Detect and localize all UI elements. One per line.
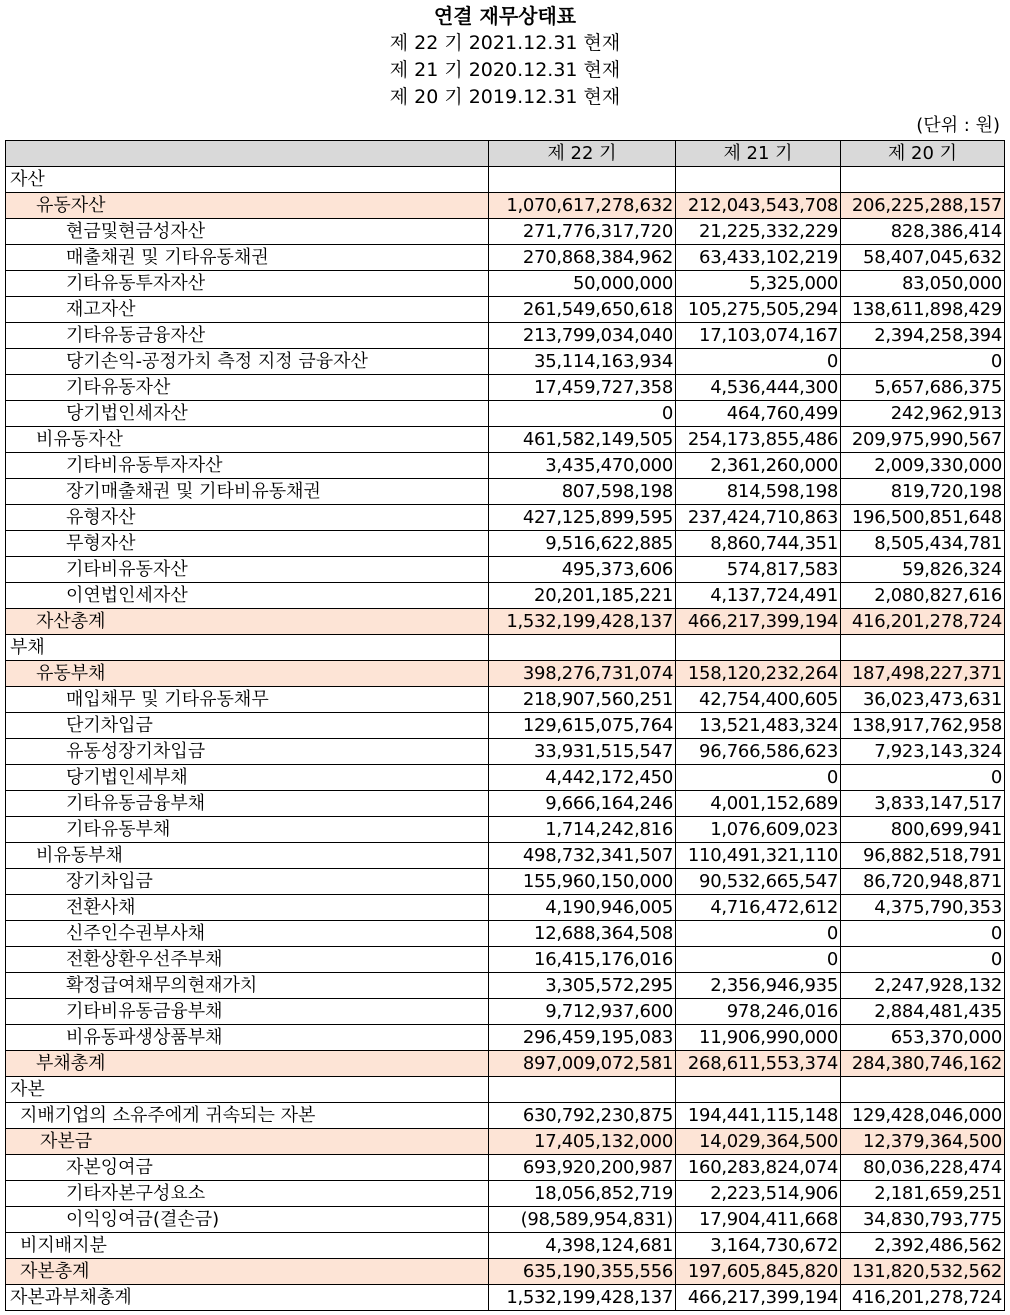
- row-label: 현금및현금성자산: [6, 219, 489, 245]
- row-value-22: 1,714,242,816: [489, 817, 676, 843]
- row-value-20: 138,611,898,429: [841, 297, 1005, 323]
- row-value-22: 213,799,034,040: [489, 323, 676, 349]
- row-value-21: 1,076,609,023: [676, 817, 841, 843]
- table-row: [6, 375, 1005, 401]
- row-value-20: 196,500,851,648: [841, 505, 1005, 531]
- row-value-21: 5,325,000: [676, 271, 841, 297]
- table-row: [6, 219, 1005, 245]
- row-value-22: 4,442,172,450: [489, 765, 676, 791]
- row-value-22: 33,931,515,547: [489, 739, 676, 765]
- row-label: 매출채권 및 기타유동채권: [6, 245, 489, 271]
- row-value-22: 9,666,164,246: [489, 791, 676, 817]
- unit-label: (단위 : 원): [916, 115, 1000, 136]
- row-value-21: 4,716,472,612: [676, 895, 841, 921]
- row-value-21: 14,029,364,500: [676, 1129, 841, 1155]
- period-line-21: 제 21 기 2020.12.31 현재: [389, 59, 621, 81]
- row-label: 기타유동투자자산: [6, 271, 489, 297]
- row-value-21: 978,246,016: [676, 999, 841, 1025]
- row-value-20: 2,392,486,562: [841, 1233, 1005, 1259]
- table-row: [6, 1285, 1005, 1311]
- row-value-22: 296,459,195,083: [489, 1025, 676, 1051]
- table-row: [6, 999, 1005, 1025]
- row-value-21: 237,424,710,863: [676, 505, 841, 531]
- row-label: 기타자본구성요소: [6, 1181, 489, 1207]
- table-row: [6, 583, 1005, 609]
- row-value-21: 2,361,260,000: [676, 453, 841, 479]
- row-value-20: 242,962,913: [841, 401, 1005, 427]
- period-line-22: 제 22 기 2021.12.31 현재: [389, 32, 621, 54]
- row-value-21: 17,103,074,167: [676, 323, 841, 349]
- row-value-20: 5,657,686,375: [841, 375, 1005, 401]
- row-value-21: 105,275,505,294: [676, 297, 841, 323]
- row-value-22: 271,776,317,720: [489, 219, 676, 245]
- row-label: 자본총계: [6, 1259, 489, 1285]
- row-label: 유동부채: [6, 661, 489, 687]
- row-value-22: 1,532,199,428,137: [489, 609, 676, 635]
- row-value-21: 574,817,583: [676, 557, 841, 583]
- row-label: 유동자산: [6, 193, 489, 219]
- row-value-21: 0: [676, 349, 841, 375]
- row-label: 기타유동금융부채: [6, 791, 489, 817]
- table-row: [6, 401, 1005, 427]
- row-value-20: 0: [841, 921, 1005, 947]
- row-label: 부채: [6, 635, 489, 661]
- row-value-20: 80,036,228,474: [841, 1155, 1005, 1181]
- row-value-22: 807,598,198: [489, 479, 676, 505]
- row-value-22: 4,190,946,005: [489, 895, 676, 921]
- row-value-21: 464,760,499: [676, 401, 841, 427]
- row-value-20: [841, 1077, 1005, 1103]
- row-value-21: 90,532,665,547: [676, 869, 841, 895]
- row-value-22: 9,712,937,600: [489, 999, 676, 1025]
- row-value-22: 18,056,852,719: [489, 1181, 676, 1207]
- row-label: 기타비유동금융부채: [6, 999, 489, 1025]
- row-value-22: 270,868,384,962: [489, 245, 676, 271]
- row-value-22: 635,190,355,556: [489, 1259, 676, 1285]
- table-row: [6, 895, 1005, 921]
- row-value-22: 17,459,727,358: [489, 375, 676, 401]
- table-row: [6, 323, 1005, 349]
- row-value-20: 284,380,746,162: [841, 1051, 1005, 1077]
- row-value-20: [841, 167, 1005, 193]
- row-value-21: [676, 635, 841, 661]
- table-row: [6, 921, 1005, 947]
- row-value-22: (98,589,954,831): [489, 1207, 676, 1233]
- row-value-22: 9,516,622,885: [489, 531, 676, 557]
- row-value-21: 466,217,399,194: [676, 609, 841, 635]
- row-value-22: 461,582,149,505: [489, 427, 676, 453]
- row-value-22: 1,070,617,278,632: [489, 193, 676, 219]
- row-value-20: [841, 635, 1005, 661]
- row-value-20: 12,379,364,500: [841, 1129, 1005, 1155]
- row-value-21: 110,491,321,110: [676, 843, 841, 869]
- table-row: [6, 557, 1005, 583]
- row-value-20: 86,720,948,871: [841, 869, 1005, 895]
- row-value-20: 4,375,790,353: [841, 895, 1005, 921]
- row-label: 자본: [6, 1077, 489, 1103]
- row-value-21: 2,356,946,935: [676, 973, 841, 999]
- row-value-21: 17,904,411,668: [676, 1207, 841, 1233]
- table-row: [6, 843, 1005, 869]
- row-label: 비유동부채: [6, 843, 489, 869]
- row-value-21: 13,521,483,324: [676, 713, 841, 739]
- table-row: [6, 1233, 1005, 1259]
- row-value-20: 8,505,434,781: [841, 531, 1005, 557]
- row-value-20: 2,394,258,394: [841, 323, 1005, 349]
- row-label: 기타유동부채: [6, 817, 489, 843]
- row-value-22: 35,114,163,934: [489, 349, 676, 375]
- row-value-21: 8,860,744,351: [676, 531, 841, 557]
- row-value-22: 17,405,132,000: [489, 1129, 676, 1155]
- row-value-21: 0: [676, 765, 841, 791]
- row-value-22: 0: [489, 401, 676, 427]
- row-label: 장기차입금: [6, 869, 489, 895]
- row-value-22: 495,373,606: [489, 557, 676, 583]
- table-row: [6, 479, 1005, 505]
- row-value-22: [489, 635, 676, 661]
- row-value-20: 96,882,518,791: [841, 843, 1005, 869]
- row-value-20: 58,407,045,632: [841, 245, 1005, 271]
- table-row: [6, 531, 1005, 557]
- row-value-20: 2,009,330,000: [841, 453, 1005, 479]
- table-row: [6, 193, 1005, 219]
- row-value-22: 3,435,470,000: [489, 453, 676, 479]
- report-title: 연결 재무상태표: [433, 4, 577, 28]
- row-value-22: [489, 1077, 676, 1103]
- table-row: [6, 1129, 1005, 1155]
- row-label: 장기매출채권 및 기타비유동채권: [6, 479, 489, 505]
- row-value-21: 268,611,553,374: [676, 1051, 841, 1077]
- row-value-20: 653,370,000: [841, 1025, 1005, 1051]
- row-value-20: 34,830,793,775: [841, 1207, 1005, 1233]
- row-value-21: 158,120,232,264: [676, 661, 841, 687]
- table-row: [6, 349, 1005, 375]
- row-value-20: 416,201,278,724: [841, 1285, 1005, 1311]
- row-label: 유동성장기차입금: [6, 739, 489, 765]
- table-row: [6, 1207, 1005, 1233]
- table-row: [6, 869, 1005, 895]
- row-value-20: 59,826,324: [841, 557, 1005, 583]
- row-value-20: 828,386,414: [841, 219, 1005, 245]
- table-row: [6, 1259, 1005, 1285]
- row-value-21: 3,164,730,672: [676, 1233, 841, 1259]
- row-value-21: 42,754,400,605: [676, 687, 841, 713]
- row-value-22: 3,305,572,295: [489, 973, 676, 999]
- row-value-20: 187,498,227,371: [841, 661, 1005, 687]
- row-value-21: 814,598,198: [676, 479, 841, 505]
- row-value-21: 197,605,845,820: [676, 1259, 841, 1285]
- row-label: 단기차입금: [6, 713, 489, 739]
- row-label: 당기법인세부채: [6, 765, 489, 791]
- row-value-20: 2,080,827,616: [841, 583, 1005, 609]
- row-value-22: 498,732,341,507: [489, 843, 676, 869]
- row-label: 이익잉여금(결손금): [6, 1207, 489, 1233]
- row-value-21: 63,433,102,219: [676, 245, 841, 271]
- row-label: 매입채무 및 기타유동채무: [6, 687, 489, 713]
- table-row: [6, 687, 1005, 713]
- row-value-20: 819,720,198: [841, 479, 1005, 505]
- row-label: 비유동자산: [6, 427, 489, 453]
- row-value-22: 155,960,150,000: [489, 869, 676, 895]
- balance-sheet-table: [5, 140, 1005, 1311]
- row-value-20: 129,428,046,000: [841, 1103, 1005, 1129]
- table-header-row: [6, 141, 1005, 167]
- row-value-22: 218,907,560,251: [489, 687, 676, 713]
- table-row: [6, 297, 1005, 323]
- row-value-20: 7,923,143,324: [841, 739, 1005, 765]
- row-value-20: 2,884,481,435: [841, 999, 1005, 1025]
- row-value-21: 254,173,855,486: [676, 427, 841, 453]
- table-row: [6, 739, 1005, 765]
- row-value-20: 2,247,928,132: [841, 973, 1005, 999]
- table-row: [6, 167, 1005, 193]
- row-label: 기타유동금융자산: [6, 323, 489, 349]
- row-value-21: 160,283,824,074: [676, 1155, 841, 1181]
- row-value-22: 20,201,185,221: [489, 583, 676, 609]
- row-value-21: 11,906,990,000: [676, 1025, 841, 1051]
- row-value-22: 427,125,899,595: [489, 505, 676, 531]
- row-label: 지배기업의 소유주에게 귀속되는 자본: [6, 1103, 489, 1129]
- row-value-21: [676, 167, 841, 193]
- row-value-22: 398,276,731,074: [489, 661, 676, 687]
- table-row: [6, 973, 1005, 999]
- row-value-22: 16,415,176,016: [489, 947, 676, 973]
- row-value-22: 897,009,072,581: [489, 1051, 676, 1077]
- row-value-21: 2,223,514,906: [676, 1181, 841, 1207]
- row-value-20: 3,833,147,517: [841, 791, 1005, 817]
- table-row: [6, 765, 1005, 791]
- row-value-20: 83,050,000: [841, 271, 1005, 297]
- table-row: [6, 505, 1005, 531]
- row-value-22: 261,549,650,618: [489, 297, 676, 323]
- row-value-20: 209,975,990,567: [841, 427, 1005, 453]
- table-row: [6, 1181, 1005, 1207]
- row-label: 유형자산: [6, 505, 489, 531]
- table-row: [6, 427, 1005, 453]
- row-label: 기타비유동투자자산: [6, 453, 489, 479]
- row-label: 무형자산: [6, 531, 489, 557]
- row-label: 재고자산: [6, 297, 489, 323]
- row-value-21: 0: [676, 947, 841, 973]
- row-label: 전환상환우선주부채: [6, 947, 489, 973]
- row-value-21: 0: [676, 921, 841, 947]
- row-label: 신주인수권부사채: [6, 921, 489, 947]
- table-row: [6, 1077, 1005, 1103]
- row-value-20: 2,181,659,251: [841, 1181, 1005, 1207]
- row-value-22: [489, 167, 676, 193]
- row-value-22: 1,532,199,428,137: [489, 1285, 676, 1311]
- row-label: 부채총계: [6, 1051, 489, 1077]
- table-row: [6, 1155, 1005, 1181]
- row-label: 당기손익-공정가치 측정 지정 금융자산: [6, 349, 489, 375]
- row-label: 자본금: [6, 1129, 489, 1155]
- row-label: 전환사채: [6, 895, 489, 921]
- row-label: 기타유동자산: [6, 375, 489, 401]
- row-value-21: 21,225,332,229: [676, 219, 841, 245]
- header-cell-20: 제 20 기: [841, 141, 1005, 167]
- row-value-22: 630,792,230,875: [489, 1103, 676, 1129]
- table-row: [6, 1103, 1005, 1129]
- row-value-20: 0: [841, 349, 1005, 375]
- row-label: 당기법인세자산: [6, 401, 489, 427]
- row-value-22: 693,920,200,987: [489, 1155, 676, 1181]
- row-value-21: [676, 1077, 841, 1103]
- row-label: 자본과부채총계: [6, 1285, 489, 1311]
- row-value-21: 194,441,115,148: [676, 1103, 841, 1129]
- row-value-21: 212,043,543,708: [676, 193, 841, 219]
- table-row: [6, 609, 1005, 635]
- row-value-22: 50,000,000: [489, 271, 676, 297]
- row-value-21: 4,536,444,300: [676, 375, 841, 401]
- row-label: 비지배지분: [6, 1233, 489, 1259]
- header-cell-label: [6, 141, 489, 167]
- row-value-21: 96,766,586,623: [676, 739, 841, 765]
- row-label: 자본잉여금: [6, 1155, 489, 1181]
- table-row: [6, 817, 1005, 843]
- table-row: [6, 1051, 1005, 1077]
- row-value-21: 4,001,152,689: [676, 791, 841, 817]
- row-label: 자산: [6, 167, 489, 193]
- row-label: 기타비유동자산: [6, 557, 489, 583]
- row-label: 확정급여채무의현재가치: [6, 973, 489, 999]
- row-label: 자산총계: [6, 609, 489, 635]
- table-row: [6, 1025, 1005, 1051]
- table-row: [6, 635, 1005, 661]
- header-cell-22: 제 22 기: [489, 141, 676, 167]
- row-label: 비유동파생상품부채: [6, 1025, 489, 1051]
- row-value-20: 206,225,288,157: [841, 193, 1005, 219]
- period-line-20: 제 20 기 2019.12.31 현재: [389, 86, 621, 108]
- row-value-20: 131,820,532,562: [841, 1259, 1005, 1285]
- table-row: [6, 713, 1005, 739]
- row-value-20: 36,023,473,631: [841, 687, 1005, 713]
- row-value-21: 4,137,724,491: [676, 583, 841, 609]
- row-value-20: 0: [841, 947, 1005, 973]
- table-row: [6, 245, 1005, 271]
- row-value-20: 416,201,278,724: [841, 609, 1005, 635]
- row-value-22: 129,615,075,764: [489, 713, 676, 739]
- row-value-20: 800,699,941: [841, 817, 1005, 843]
- table-row: [6, 271, 1005, 297]
- row-value-20: 138,917,762,958: [841, 713, 1005, 739]
- table-row: [6, 791, 1005, 817]
- table-row: [6, 661, 1005, 687]
- row-value-22: 4,398,124,681: [489, 1233, 676, 1259]
- table-row: [6, 947, 1005, 973]
- header-cell-21: 제 21 기: [676, 141, 841, 167]
- table-row: [6, 453, 1005, 479]
- row-label: 이연법인세자산: [6, 583, 489, 609]
- row-value-20: 0: [841, 765, 1005, 791]
- row-value-22: 12,688,364,508: [489, 921, 676, 947]
- row-value-21: 466,217,399,194: [676, 1285, 841, 1311]
